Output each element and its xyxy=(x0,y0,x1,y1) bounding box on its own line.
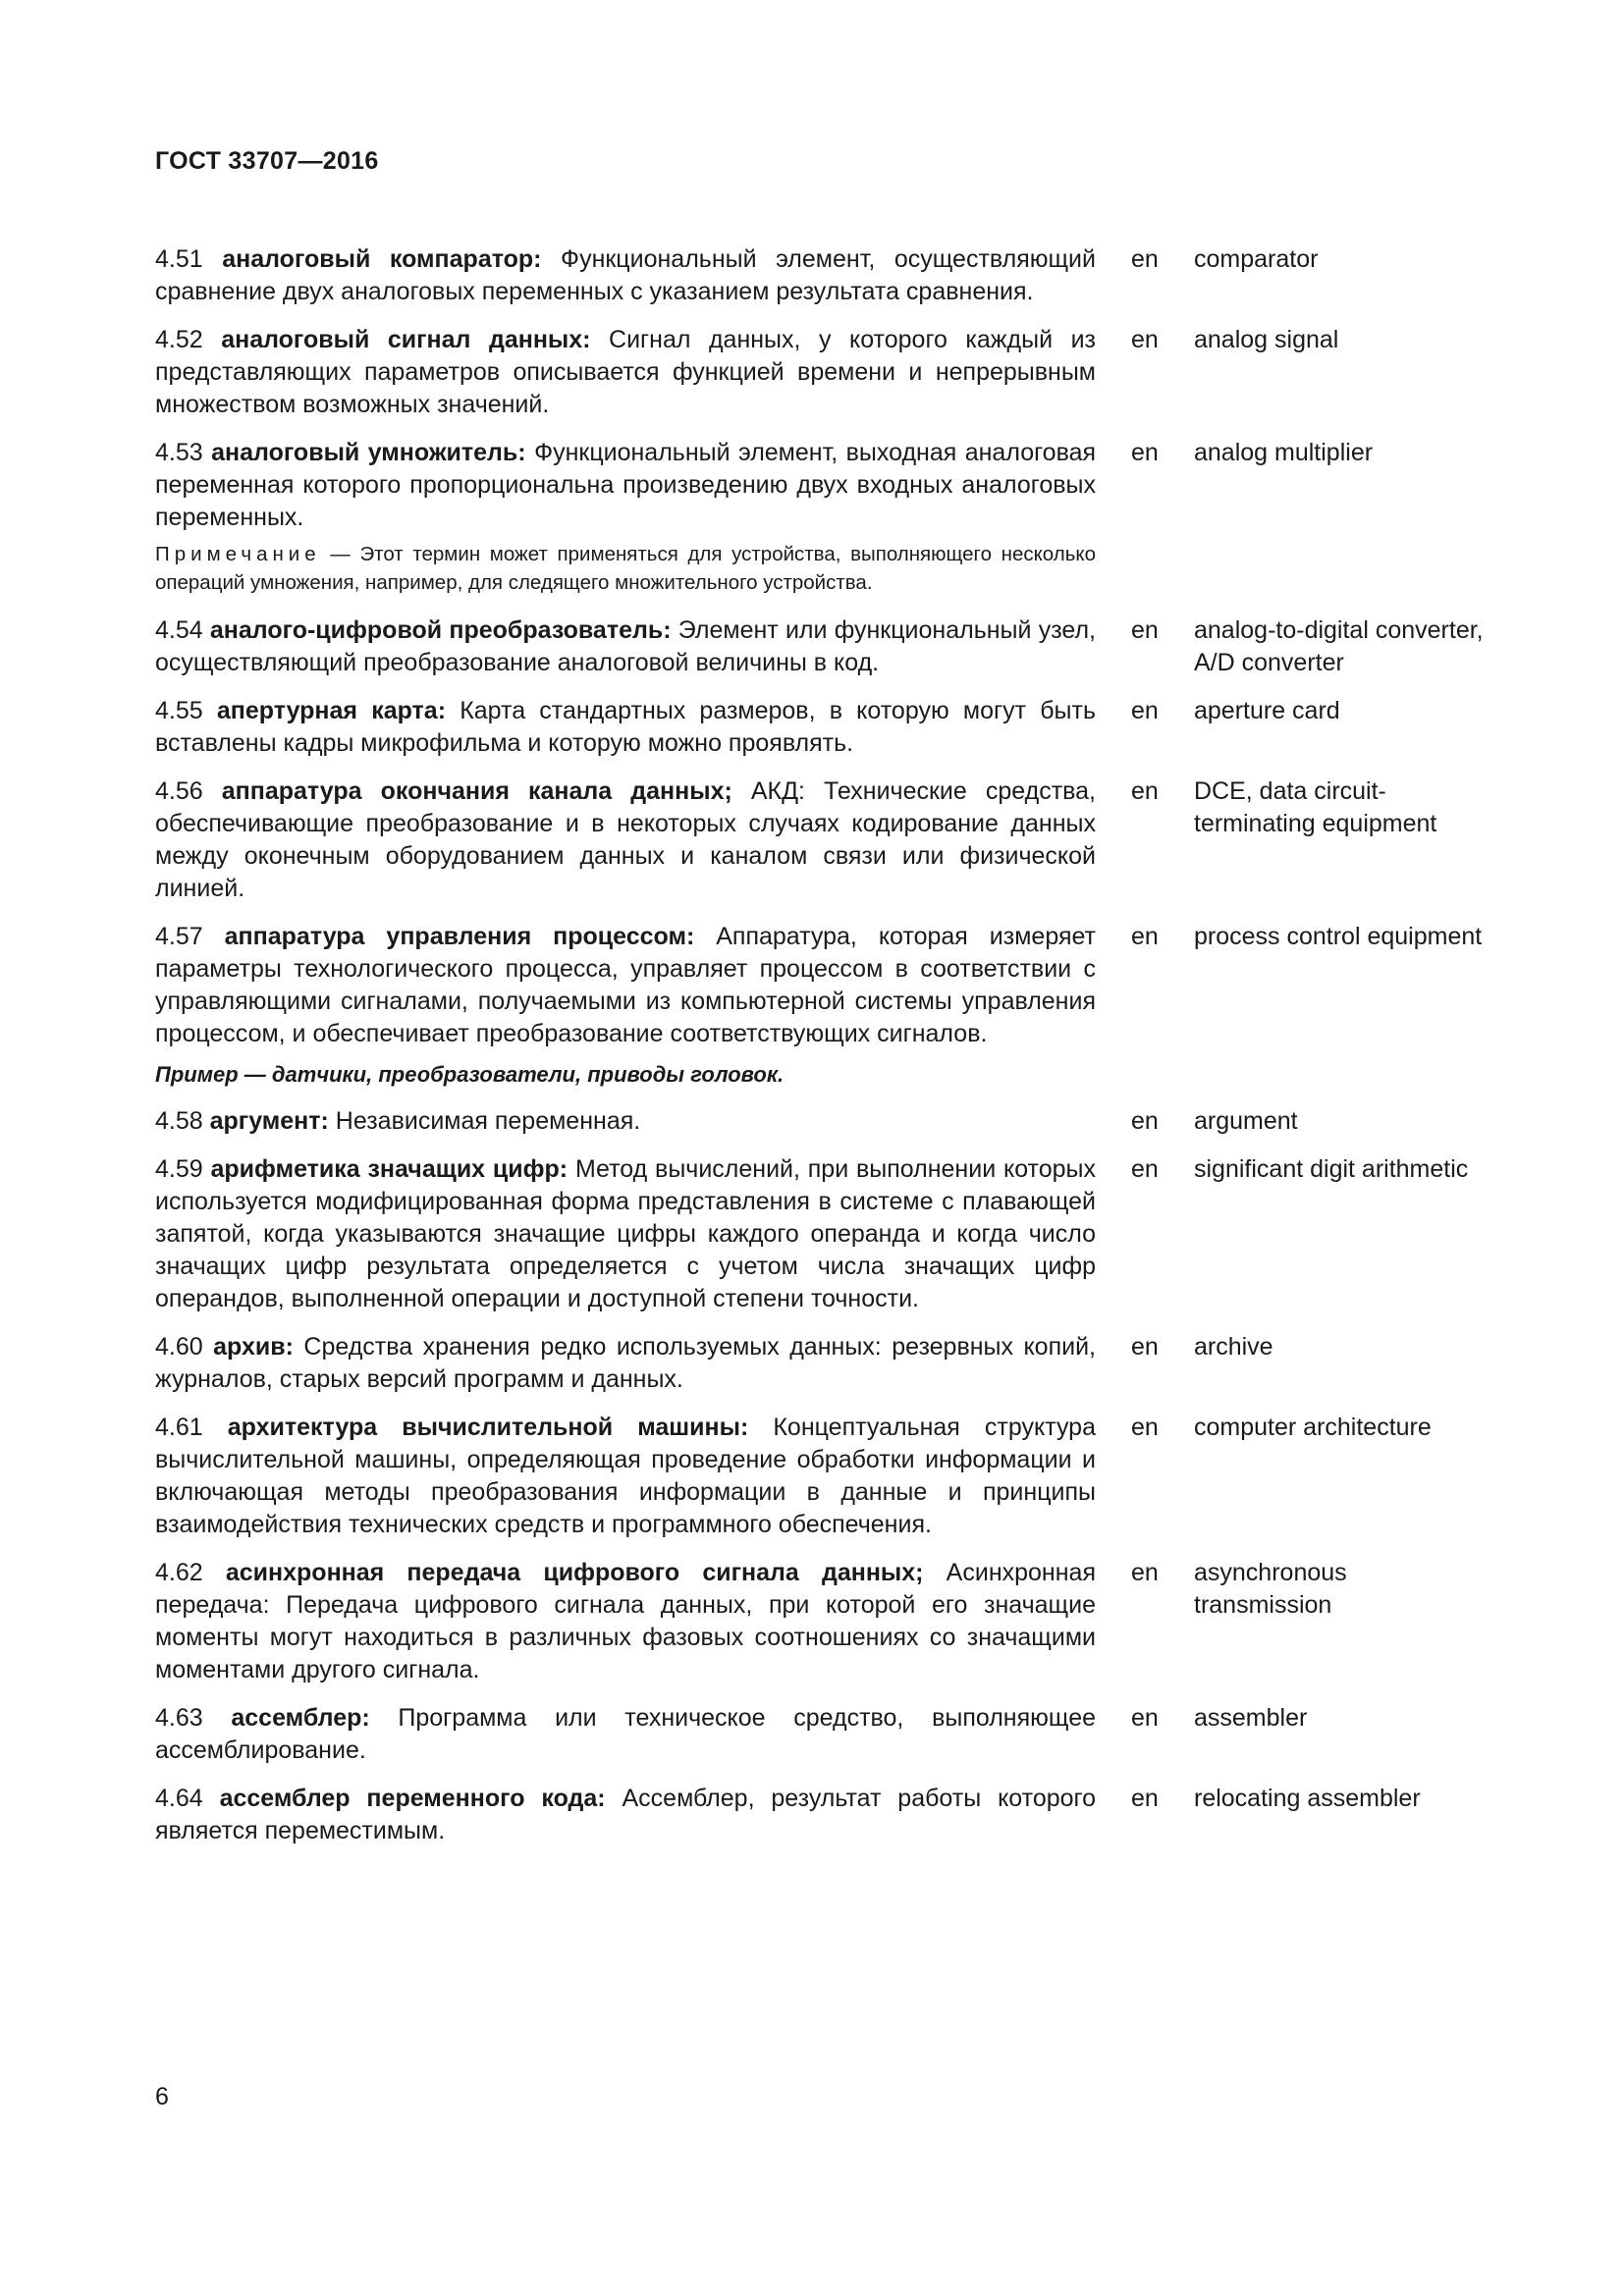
language-code: en xyxy=(1131,1333,1159,1361)
term-definition: Функциональный элемент, осуществляющий сравнение двух аналоговых переменных с указанием результата сравнения. xyxy=(155,245,1096,305)
english-equivalent: comparator xyxy=(1194,245,1319,273)
term-name: апертурная карта: xyxy=(216,697,447,724)
note xyxy=(155,540,1096,597)
term-text xyxy=(155,1702,1096,1767)
term-number: 4.62 xyxy=(155,1559,203,1586)
term-text xyxy=(155,1105,1096,1138)
term-definition: Функциональный элемент, выходная аналоговая переменная которого пропорциональна произведению двух входных аналоговых переменных. xyxy=(155,439,1097,531)
language-code: en xyxy=(1131,1785,1159,1812)
term-number: 4.51 xyxy=(155,245,203,273)
term-text xyxy=(155,1557,1096,1686)
term-number: 4.63 xyxy=(155,1704,203,1732)
term-name: аргумент: xyxy=(209,1107,329,1135)
term-name: аппаратура управления процессом: xyxy=(224,923,695,950)
english-equivalent: assembler xyxy=(1194,1704,1308,1732)
language-code: en xyxy=(1131,616,1159,644)
english-equivalent: relocating assembler xyxy=(1194,1785,1421,1812)
language-code: en xyxy=(1131,697,1159,724)
english-equivalent: asynchronous transmission xyxy=(1194,1559,1347,1619)
document-code: ГОСТ 33707—2016 xyxy=(155,147,379,175)
term-text xyxy=(155,921,1096,1050)
term-number: 4.52 xyxy=(155,326,203,353)
term-entry xyxy=(155,1105,1530,1138)
term-number: 4.58 xyxy=(155,1107,203,1135)
language-code: en xyxy=(1131,1107,1159,1135)
term-entry xyxy=(155,243,1530,308)
term-text xyxy=(155,1783,1096,1847)
english-equivalent: aperture card xyxy=(1194,697,1340,724)
term-text xyxy=(155,437,1096,534)
term-number: 4.59 xyxy=(155,1155,203,1183)
term-entry xyxy=(155,1412,1530,1541)
term-number: 4.56 xyxy=(155,777,203,805)
term-entry xyxy=(155,437,1530,534)
term-definition: Аппаратура, которая измеряет параметры технологического процесса, управляет процессом в соответствии с управляющими сигналами, получаемыми из компьютерной системы управления процессом, и обеспечивает преобразование соответствующих сигналов. xyxy=(155,923,1096,1047)
term-entry xyxy=(155,775,1530,905)
english-equivalent: process control equipment xyxy=(1194,923,1483,950)
term-entry xyxy=(155,324,1530,421)
term-name: аналоговый умножитель: xyxy=(211,439,526,466)
term-definition: Элемент или функциональный узел, осуществляющий преобразование аналоговой величины в код. xyxy=(155,616,1096,676)
english-equivalent: significant digit arithmetic xyxy=(1194,1155,1469,1183)
language-code: en xyxy=(1131,777,1159,805)
term-name: ассемблер переменного кода: xyxy=(219,1785,606,1812)
term-name: аналого-цифровой преобразователь: xyxy=(209,616,672,644)
term-entry xyxy=(155,1557,1530,1686)
english-equivalent: archive xyxy=(1194,1333,1273,1361)
term-number: 4.57 xyxy=(155,923,203,950)
term-number: 4.55 xyxy=(155,697,203,724)
term-text xyxy=(155,614,1096,679)
english-equivalent: analog multiplier xyxy=(1194,439,1374,466)
english-equivalent: analog signal xyxy=(1194,326,1339,353)
note-text: — Этот термин может применяться для устройства, выполняющего несколько операций умножения, например, для следящего множительного устройства. xyxy=(155,543,1096,594)
english-equivalent: argument xyxy=(1194,1107,1298,1135)
language-code: en xyxy=(1131,245,1159,273)
language-code: en xyxy=(1131,439,1159,466)
term-number: 4.64 xyxy=(155,1785,203,1812)
term-name: аналоговый сигнал данных: xyxy=(221,326,591,353)
language-code: en xyxy=(1131,923,1159,950)
term-text xyxy=(155,243,1096,308)
term-definition: Асинхронная передача: Передача цифрового сигнала данных, при которой его значащие моменты могут находиться в различных фазовых соотношениях со значащими моментами другого сигнала. xyxy=(155,1559,1096,1683)
term-number: 4.60 xyxy=(155,1333,203,1361)
english-equivalent: DCE, data circuit-terminating equipment xyxy=(1194,777,1437,837)
term-text xyxy=(155,775,1096,905)
language-code: en xyxy=(1131,326,1159,353)
example: Пример — датчики, преобразователи, приводы головок. xyxy=(155,1062,785,1087)
note-label: Примечание xyxy=(155,543,321,565)
term-number: 4.61 xyxy=(155,1414,203,1441)
term-entry xyxy=(155,614,1530,679)
english-equivalent: analog-to-digital converter, A/D converter xyxy=(1194,616,1484,676)
term-name: архитектура вычислительной машины: xyxy=(227,1414,749,1441)
term-entry xyxy=(155,1331,1530,1396)
language-code: en xyxy=(1131,1414,1159,1441)
term-name: аппаратура окончания канала данных; xyxy=(221,777,732,805)
term-text xyxy=(155,1153,1096,1315)
term-name: асинхронная передача цифрового сигнала данных; xyxy=(225,1559,924,1586)
page-number: 6 xyxy=(155,2083,169,2110)
terms-list xyxy=(155,243,1530,1863)
language-code: en xyxy=(1131,1155,1159,1183)
term-number: 4.53 xyxy=(155,439,203,466)
term-name: арифметика значащих цифр: xyxy=(210,1155,568,1183)
term-text xyxy=(155,1331,1096,1396)
term-definition: Ассемблер, результат работы которого является переместимым. xyxy=(155,1785,1097,1844)
term-name: архив: xyxy=(213,1333,294,1361)
term-entry xyxy=(155,1702,1530,1767)
term-definition: Сигнал данных, у которого каждый из представляющих параметров описывается функцией времени и непрерывным множеством возможных значений. xyxy=(155,326,1096,418)
term-entry xyxy=(155,921,1530,1050)
term-definition: Средства хранения редко используемых данных: резервных копий, журналов, старых версий программ и данных. xyxy=(155,1333,1096,1393)
term-definition: Карта стандартных размеров, в которую могут быть вставлены кадры микрофильма и которую можно проявлять. xyxy=(155,697,1096,757)
term-definition: Метод вычислений, при выполнении которых используется модифицированная форма представления в системе с плавающей запятой, когда указываются значащие цифры каждого операнда и когда число значащих цифр результата определяется с учетом числа значащих цифр операндов, выполненной операции и доступной степени точности. xyxy=(155,1155,1096,1312)
term-definition: АКД: Технические средства, обеспечивающие преобразование и в некоторых случаях кодирование данных между оконечным оборудованием данных и каналом связи или физической линией. xyxy=(155,777,1096,902)
term-definition: Концептуальная структура вычислительной машины, определяющая проведение обработки информации и включающая методы преобразования информации в данные и принципы взаимодействия технических средств и программного обеспечения. xyxy=(155,1414,1096,1538)
term-definition: Программа или техническое средство, выполняющее ассемблирование. xyxy=(155,1704,1096,1764)
language-code: en xyxy=(1131,1559,1159,1586)
term-number: 4.54 xyxy=(155,616,203,644)
term-name: ассемблер: xyxy=(231,1704,370,1732)
term-text xyxy=(155,324,1096,421)
term-entry xyxy=(155,695,1530,760)
term-entry xyxy=(155,1153,1530,1315)
english-equivalent: computer architecture xyxy=(1194,1414,1432,1441)
term-text xyxy=(155,695,1096,760)
language-code: en xyxy=(1131,1704,1159,1732)
term-entry xyxy=(155,1783,1530,1847)
term-name: аналоговый компаратор: xyxy=(222,245,542,273)
term-text xyxy=(155,1412,1096,1541)
term-definition: Независимая переменная. xyxy=(328,1107,641,1135)
